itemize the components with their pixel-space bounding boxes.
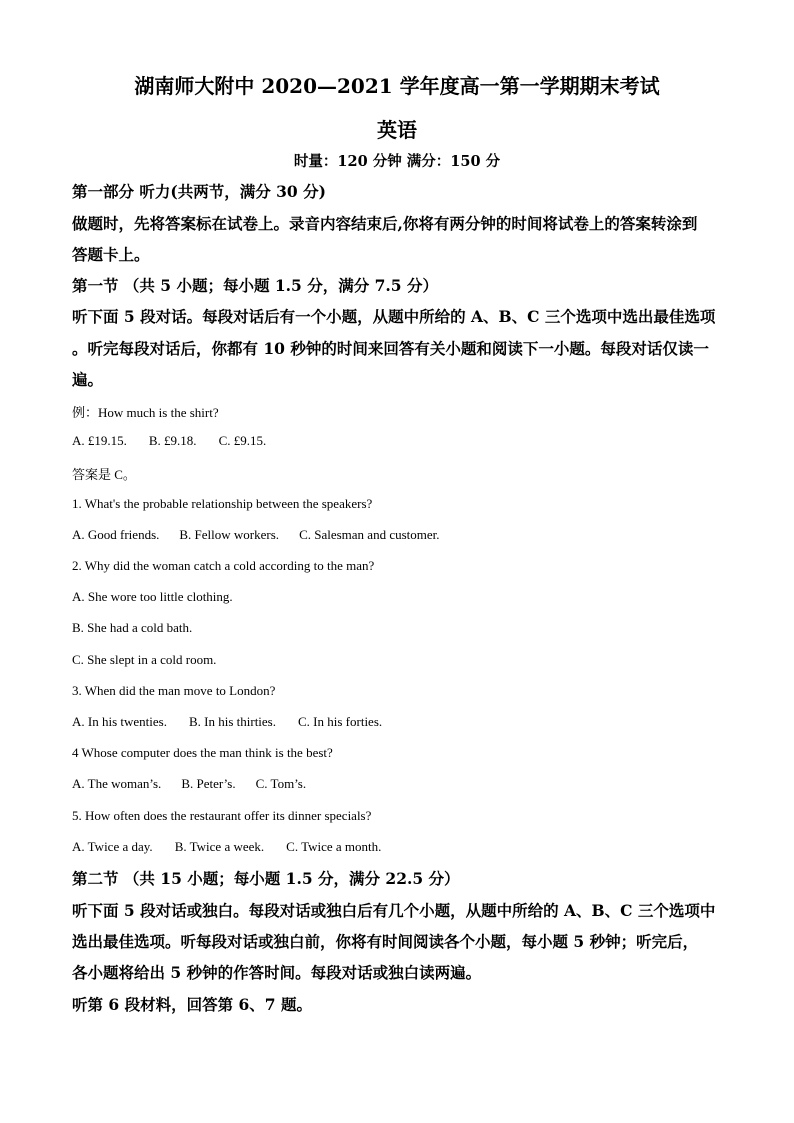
q3-option-c: C. In his forties.	[298, 714, 383, 729]
q3-option-b: B. In his thirties.	[188, 714, 276, 729]
part1-heading: 第一部分 听力(共两节，满分 30 分)	[72, 182, 326, 201]
question-3-options	[72, 714, 382, 730]
q1-option-b: B. Fellow workers.	[179, 527, 280, 542]
question-1: 1. What's the probable relationship between the speakers?	[72, 496, 373, 511]
section1-instr-line3: 遍。	[72, 370, 104, 389]
example-option-a: A. £19.15.	[72, 433, 127, 448]
q1-option-a: A. Good friends.	[72, 527, 160, 542]
question-3: 3. When did the man move to London?	[72, 683, 276, 698]
q5-option-c: C. Twice a month.	[286, 839, 382, 854]
part1-intro-line2: 答题卡上。	[72, 245, 150, 264]
question-5: 5. How often does the restaurant offer its dinner specials?	[72, 808, 372, 823]
section1-instr-line2: 。听完每段对话后，你都有 10 秒钟的时间来回答有关小题和阅读下一小题。每段对话仅读一	[72, 339, 709, 358]
q2-option-b: B. She had a cold bath.	[72, 620, 193, 635]
example-answer: 答案是 C。	[72, 467, 136, 482]
section2-instr-line3: 各小题将给出 5 秒钟的作答时间。每段对话或独白读两遍。	[72, 963, 482, 982]
q2-option-c: C. She slept in a cold room.	[72, 652, 217, 667]
q1-option-c: C. Salesman and customer.	[299, 527, 440, 542]
exam-title: 湖南师大附中 2020—2021 学年度高一第一学期期末考试	[134, 74, 660, 98]
q5-option-a: A. Twice a day.	[72, 839, 153, 854]
q4-option-c: C. Tom’s.	[255, 776, 307, 791]
question-5-options	[72, 839, 381, 855]
section1-instr-line1: 听下面 5 段对话。每段对话后有一个小题，从题中所给的 A、B、C 三个选项中选出最佳选项	[72, 307, 716, 326]
question-2: 2. Why did the woman catch a cold according to the man?	[72, 558, 375, 573]
question-4-options	[72, 776, 306, 792]
question-4: 4 Whose computer does the man think is the best?	[72, 745, 333, 760]
q4-option-a: A. The woman’s.	[72, 776, 162, 791]
section2-material-note: 听第 6 段材料，回答第 6、7 题。	[72, 995, 312, 1014]
q2-option-a: A. She wore too little clothing.	[72, 589, 233, 604]
section2-heading: 第二节 （共 15 小题；每小题 1.5 分，满分 22.5 分）	[72, 869, 460, 888]
section2-instr-line2: 选出最佳选项。听每段对话或独白前，你将有时间阅读各个小题，每小题 5 秒钟；听完后，	[72, 932, 699, 951]
example-option-c: C. £9.15.	[218, 433, 267, 448]
q3-option-a: A. In his twenties.	[72, 714, 167, 729]
q5-option-b: B. Twice a week.	[174, 839, 265, 854]
section2-instr-line1: 听下面 5 段对话或独白。每段对话或独白后有几个小题，从题中所给的 A、B、C 三个选项中	[72, 901, 716, 920]
time-and-score: 时量：120 分钟 满分：150 分	[293, 153, 501, 170]
example-question: 例：How much is the shirt?	[72, 405, 219, 420]
subject-title: 英语	[377, 118, 417, 142]
example-option-b: B. £9.18.	[148, 433, 197, 448]
example-options	[72, 433, 266, 449]
section1-heading: 第一节 （共 5 小题；每小题 1.5 分，满分 7.5 分）	[72, 276, 438, 295]
part1-intro-line1: 做题时，先将答案标在试卷上。录音内容结束后,你将有两分钟的时间将试卷上的答案转涂到	[72, 214, 698, 233]
q4-option-b: B. Peter’s.	[181, 776, 236, 791]
question-1-options	[72, 527, 440, 543]
